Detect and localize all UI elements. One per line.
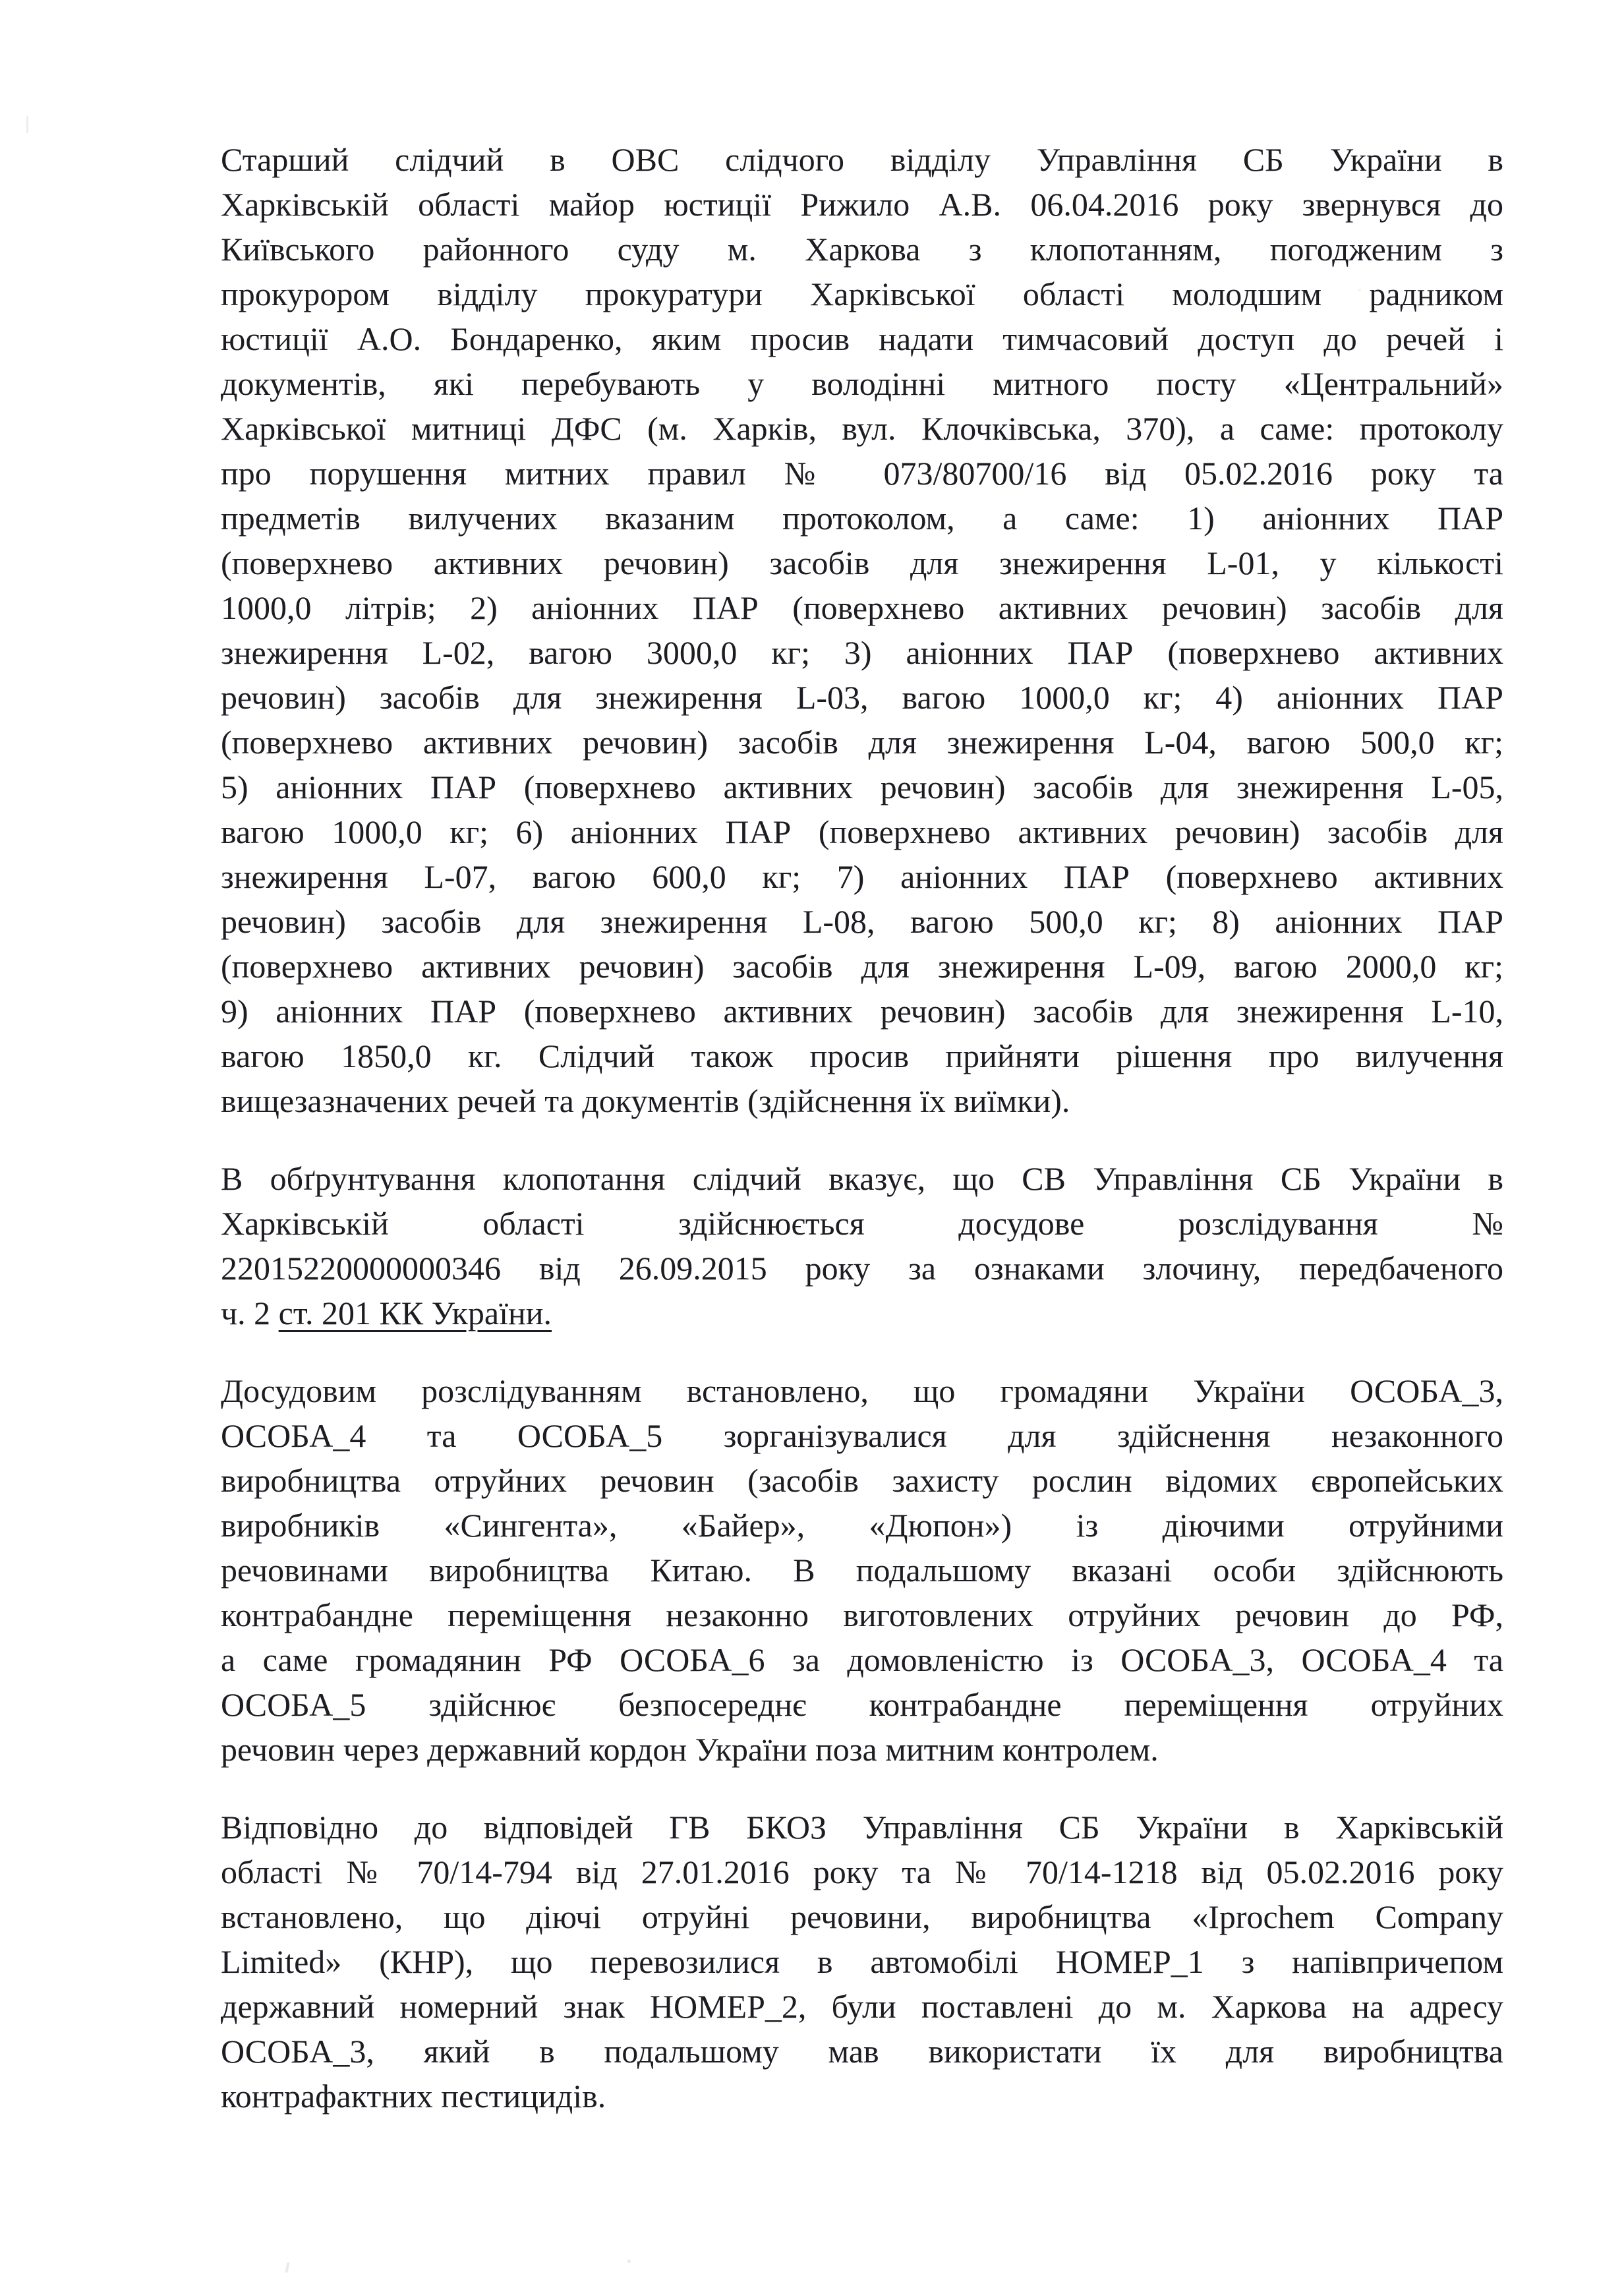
- text-line: ОСОБА_4 та ОСОБА_5 зорганізувалися для здійснення незаконного: [221, 1417, 1503, 1454]
- text-line: [221, 1291, 1503, 1335]
- petition-paragraph: [221, 137, 1503, 1123]
- text-line: 22015220000000346 від 26.09.2015 року за ознаками злочину, передбаченого: [221, 1250, 1503, 1287]
- scan-artifact: [627, 2260, 631, 2263]
- text-line: Харківській області здійснюється досудове розслідування №: [221, 1205, 1503, 1242]
- text-line: 1000,0 літрів; 2) аніонних ПАР (поверхнево активних речовин) засобів для: [221, 589, 1503, 626]
- text-line: Відповідно до відповідей ГВ БКОЗ Управління СБ України в Харківській: [221, 1809, 1503, 1846]
- text-line: Досудовим розслідуванням встановлено, що громадяни України ОСОБА_3,: [221, 1372, 1503, 1409]
- text-line: (поверхнево активних речовин) засобів для знежирення L-01, у кількості: [221, 544, 1503, 581]
- text-line: Харківській області майор юстиції Рижило А.В. 06.04.2016 року звернувся до: [221, 186, 1503, 223]
- scan-artifact: [26, 116, 28, 133]
- text-line: Київського районного суду м. Харкова з клопотанням, погодженим з: [221, 231, 1503, 268]
- text-line: речовин) засобів для знежирення L-08, вагою 500,0 кг; 8) аніонних ПАР: [221, 903, 1503, 940]
- text-line: 5) аніонних ПАР (поверхнево активних речовин) засобів для знежирення L-05,: [221, 769, 1503, 805]
- text-line: документів, які перебувають у володінні митного посту «Центральний»: [221, 365, 1503, 402]
- text-line: 9) аніонних ПАР (поверхнево активних речовин) засобів для знежирення L-10,: [221, 993, 1503, 1030]
- scan-artifact: [285, 2262, 289, 2273]
- text-line: речовин) засобів для знежирення L-03, вагою 1000,0 кг; 4) аніонних ПАР: [221, 679, 1503, 716]
- justification-paragraph: [221, 1156, 1503, 1335]
- text-line: юстиції А.О. Бондаренко, яким просив надати тимчасовий доступ до речей і: [221, 320, 1503, 357]
- text-line: ОСОБА_3, який в подальшому мав використати їх для виробництва: [221, 2033, 1503, 2070]
- text-line: (поверхнево активних речовин) засобів для знежирення L-04, вагою 500,0 кг;: [221, 724, 1503, 761]
- text-line: виробництва отруйних речовин (засобів захисту рослин відомих європейських: [221, 1462, 1503, 1499]
- text-line: знежирення L-02, вагою 3000,0 кг; 3) аніонних ПАР (поверхнево активних: [221, 634, 1503, 671]
- investigation-findings-paragraph: [221, 1368, 1503, 1772]
- text-line: предметів вилучених вказаним протоколом, а саме: 1) аніонних ПАР: [221, 500, 1503, 537]
- text-segment: ч. 2: [221, 1295, 279, 1331]
- text-line: вагою 1000,0 кг; 6) аніонних ПАР (поверхнево активних речовин) засобів для: [221, 813, 1503, 850]
- text-line: виробників «Сингента», «Байер», «Дюпон») із діючими отруйними: [221, 1507, 1503, 1544]
- text-line: Харківської митниці ДФС (м. Харків, вул. Клочківська, 370), а саме: протоколу: [221, 410, 1503, 447]
- text-line: про порушення митних правил № 073/80700/16 від 05.02.2016 року та: [221, 455, 1503, 492]
- text-line: (поверхнево активних речовин) засобів для знежирення L-09, вагою 2000,0 кг;: [221, 948, 1503, 985]
- text-line: вагою 1850,0 кг. Слідчий також просив прийняти рішення про вилучення: [221, 1037, 1503, 1074]
- text-line: державний номерний знак НОМЕР_2, були поставлені до м. Харкова на адресу: [221, 1988, 1503, 2025]
- text-line: області № 70/14-794 від 27.01.2016 року та № 70/14-1218 від 05.02.2016 року: [221, 1854, 1503, 1890]
- text-line: а саме громадянин РФ ОСОБА_6 за домовленістю із ОСОБА_3, ОСОБА_4 та: [221, 1641, 1503, 1678]
- text-line: речовинами виробництва Китаю. В подальшому вказані особи здійснюють: [221, 1552, 1503, 1589]
- text-line: ОСОБА_5 здійснює безпосереднє контрабандне переміщення отруйних: [221, 1686, 1503, 1723]
- text-line: встановлено, що діючі отруйні речовини, виробництва «Iprochem Company: [221, 1898, 1503, 1935]
- text-line: вищезазначених речей та документів (здійснення їх виїмки).: [221, 1082, 1070, 1119]
- text-line: знежирення L-07, вагою 600,0 кг; 7) аніонних ПАР (поверхнево активних: [221, 858, 1503, 895]
- text-line: контрабандне переміщення незаконно виготовлених отруйних речовин до РФ,: [221, 1596, 1503, 1633]
- text-line: контрафактних пестицидів.: [221, 2078, 606, 2115]
- text-line: Старший слідчий в ОВС слідчого відділу Управління СБ України в: [221, 141, 1503, 178]
- text-line: прокурором відділу прокуратури Харківської області молодшим радником: [221, 276, 1503, 312]
- law-reference-underlined: ст. 201 КК України.: [278, 1295, 552, 1331]
- text-line: В обґрунтування клопотання слідчий вказує, що СВ Управління СБ України в: [221, 1160, 1503, 1197]
- responses-paragraph: [221, 1805, 1503, 2118]
- text-line: Limited» (КНР), що перевозилися в автомобілі НОМЕР_1 з напівпричепом: [221, 1943, 1503, 1980]
- text-line: речовин через державний кордон України поза митним контролем.: [221, 1731, 1159, 1768]
- document-text-block: [221, 137, 1503, 2118]
